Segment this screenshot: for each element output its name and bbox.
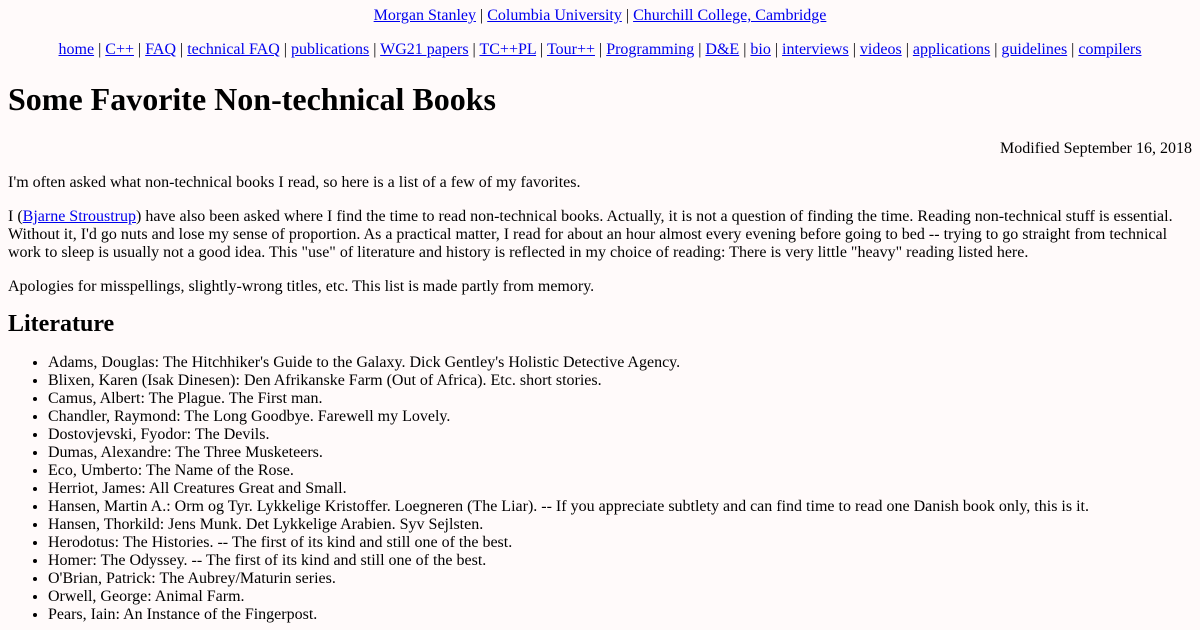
literature-heading: Literature [8,311,115,337]
nav-link-publications[interactable]: publications [290,41,370,58]
nav-link-applications[interactable]: applications [912,41,991,58]
reading-time-paragraph [8,208,1192,262]
separator: | [137,41,142,58]
separator: | [905,41,909,58]
nav-link-compilers[interactable]: compilers [1078,41,1142,58]
main-nav [0,41,1200,59]
affiliation-link-columbia[interactable]: Columbia University [487,7,622,24]
nav-link-tour[interactable]: Tour++ [546,41,595,58]
list-item: • Herriot, James: All Creatures Great and Small. [48,480,1192,498]
separator: | [180,41,184,58]
page-title: Some Favorite Non-technical Books [8,81,496,117]
separator: | [774,41,779,58]
list-item: • Camus, Albert: The Plague. The First man. [48,390,1192,408]
list-item: • Dostovjevski, Fyodor: The Devils. [48,426,1192,444]
nav-link-interviews[interactable]: interviews [782,41,849,58]
author-link[interactable]: Bjarne Stroustrup [22,208,136,225]
separator: | [480,7,484,24]
affiliation-link-morgan-stanley[interactable]: Morgan Stanley [373,7,476,24]
nav-link-tcpppl[interactable]: TC++PL [479,41,537,58]
list-item: • Blixen, Karen (Isak Dinesen): Den Afrikanske Farm (Out of Africa). Etc. short stories. [48,372,1192,390]
nav-link-home[interactable]: home [58,41,95,58]
separator: | [743,41,747,58]
separator: | [373,41,377,58]
separator: | [625,7,630,24]
list-item: • Homer: The Odyssey. -- The first of its kind and still one of the best. [48,552,1192,570]
list-item: • Eco, Umberto: The Name of the Rose. [48,462,1192,480]
separator: | [98,41,102,58]
nav-link-dande[interactable]: D&E [705,41,740,58]
nav-link-videos[interactable]: videos [859,41,902,58]
separator: | [599,41,603,58]
list-item: • Hansen, Martin A.: Orm og Tyr. Lykkelige Kristoffer. Loegneren (The Liar). -- If you appreciate subtlety and can find time to read one Danish book only, this is it. [48,498,1192,516]
separator: | [852,41,856,58]
affiliation-link-churchill[interactable]: Churchill College, Cambridge [633,7,827,24]
nav-link-faq[interactable]: FAQ [145,41,177,58]
separator: | [1071,41,1075,58]
paragraph-prefix: I ( [8,208,23,225]
affiliations-bar [0,7,1200,25]
list-item: • Adams, Douglas: The Hitchhiker's Guide to the Galaxy. Dick Gentley's Holistic Detective Agency. [48,354,1192,372]
list-item: • Hansen, Thorkild: Jens Munk. Det Lykkelige Arabien. Syv Sejlsten. [48,516,1192,534]
nav-link-cpp[interactable]: C++ [105,41,134,58]
nav-link-technical-faq[interactable]: technical FAQ [187,41,280,58]
intro-paragraph: I'm often asked what non-technical books I read, so here is a list of a few of my favorites. [8,174,581,191]
separator: | [698,41,702,58]
paragraph-body: ) have also been asked where I find the time to read non-technical books. Actually, it is not a question of finding the time. Reading non-technical stuff is essential. Without it, I'd go nuts and lose my sense of proportion. As a practical matter, I read for about an hour almost every evening before going to bed -- trying to go straight from technical work to sleep is usually not a good idea. This "use" of literature and history is reflected in my choice of reading: There is very little "heavy" reading listed here. [8,208,1173,261]
list-item: • Herodotus: The Histories. -- The first of its kind and still one of the best. [48,534,1192,552]
nav-link-bio[interactable]: bio [750,41,771,58]
list-item: • Dumas, Alexandre: The Three Musketeers. [48,444,1192,462]
nav-link-wg21-papers[interactable]: WG21 papers [380,41,469,58]
nav-link-guidelines[interactable]: guidelines [1001,41,1068,58]
list-item: • Orwell, George: Animal Farm. [48,588,1192,606]
separator: | [994,41,998,58]
list-item: • O'Brian, Patrick: The Aubrey/Maturin series. [48,570,1192,588]
modified-date: Modified September 16, 2018 [1000,140,1192,157]
list-item: • Chandler, Raymond: The Long Goodbye. Farewell my Lovely. [48,408,1192,426]
page-content [8,80,1192,624]
literature-list [8,354,1192,624]
separator: | [472,41,476,58]
apology-paragraph: Apologies for misspellings, slightly-wrong titles, etc. This list is made partly from memory. [8,278,595,295]
separator: | [540,41,544,58]
nav-link-programming[interactable]: Programming [606,41,695,58]
list-item: • Pears, Iain: An Instance of the Fingerpost. [48,606,1192,624]
separator: | [283,41,287,58]
